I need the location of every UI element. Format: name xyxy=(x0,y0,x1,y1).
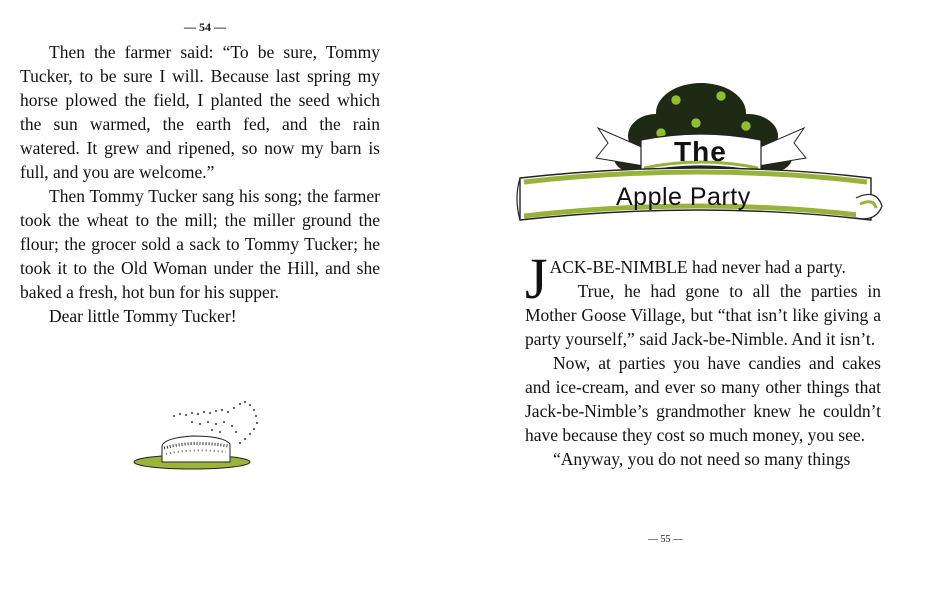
right-page xyxy=(468,0,936,590)
paragraph: Dear little Tommy Tucker! xyxy=(49,306,237,326)
left-page-text xyxy=(20,40,380,328)
paragraph: “Anyway, you do not need so many things xyxy=(553,449,851,469)
right-page-text xyxy=(525,246,881,471)
paragraph: Then the farmer said: “To be sure, Tommy Tucker, to be sure I will. Because last spring my horse plowed the field, I planted the seed which the sun warmed, the earth fed, and the rain watered. It grew and ripened, so now my barn is full, and you are welcome.” xyxy=(20,42,380,182)
chapter-title: Apple Party xyxy=(616,183,751,211)
page-number-54: — 54 — xyxy=(184,20,226,34)
first-paragraph xyxy=(525,246,881,311)
hot-bun-illustration xyxy=(132,396,272,480)
chapter-title-the: The xyxy=(674,136,727,167)
drop-cap: J xyxy=(525,246,548,311)
paragraph: True, he had gone to all the parties in Mother Goose Village, but “that isn’t like giving a party yourself,” said Jack-be-Nimble. And it isn’t. xyxy=(525,281,881,349)
first-paragraph-text: ACK-BE-NIMBLE had never had a party. xyxy=(549,257,846,277)
page-number-55: — 55 — xyxy=(648,534,683,545)
paragraph: Now, at parties you have candies and cakes and ice-cream, and ever so many other things that Jack-be-Nimble’s grandmother knew he couldn’t have because they cost so much money, you see. xyxy=(525,353,881,445)
chapter-title-banner xyxy=(516,78,886,232)
paragraph: Then Tommy Tucker sang his song; the farmer took the wheat to the mill; the miller ground the flour; the grocer sold a sack to Tommy Tucker; he took it to the Old Woman under the Hill, and she baked a fresh, hot bun for his supper. xyxy=(20,186,380,302)
